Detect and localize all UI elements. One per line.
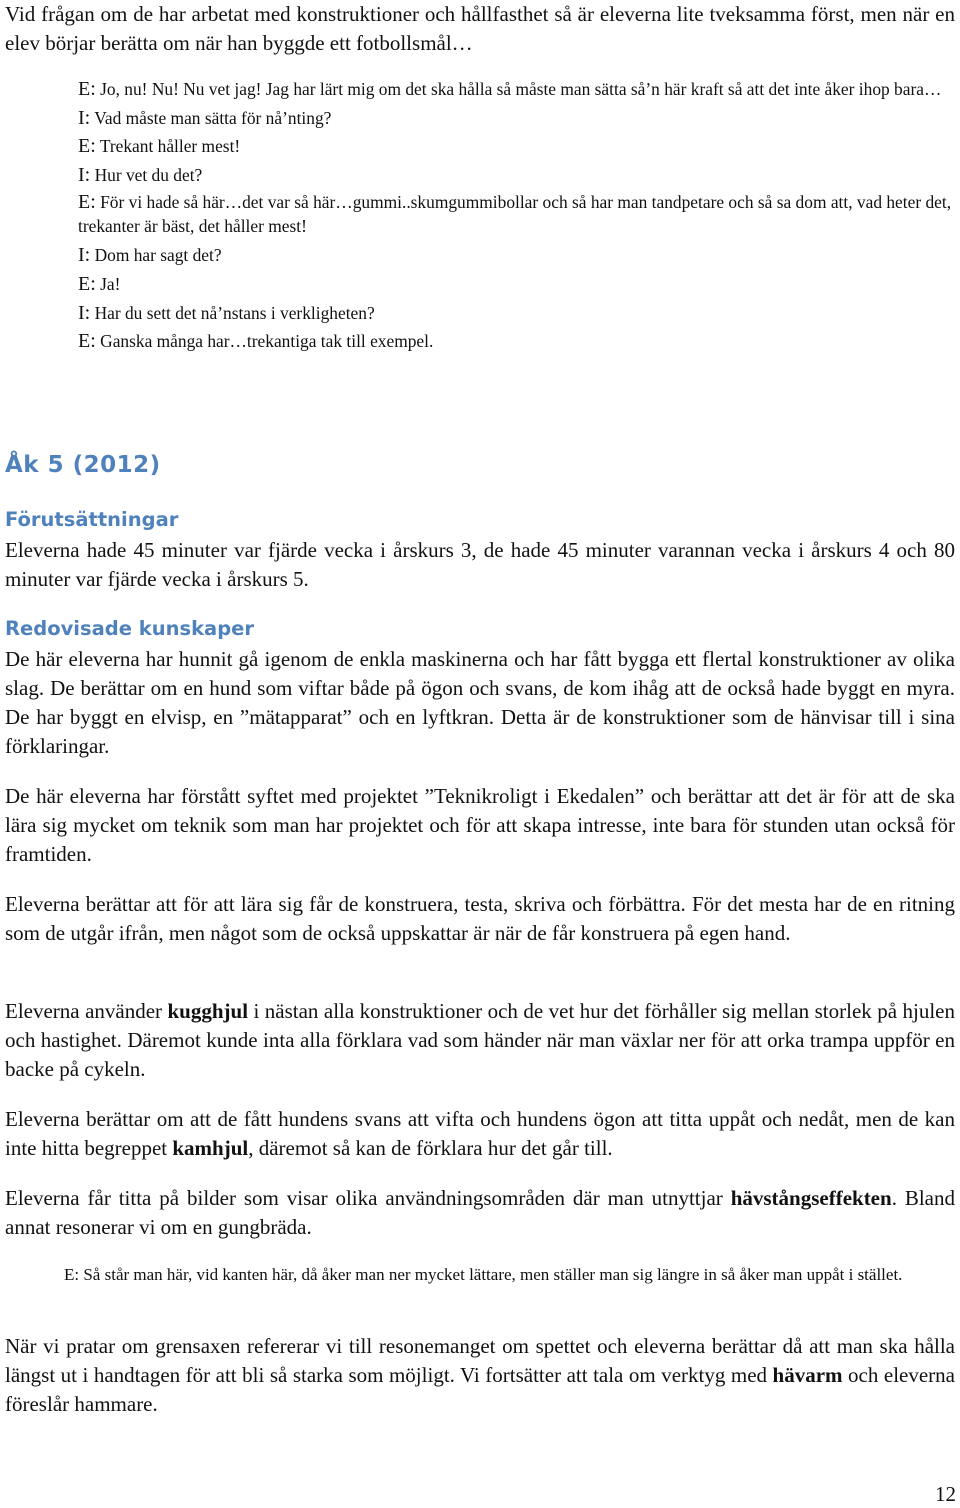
speaker-label: E: xyxy=(78,330,96,353)
subheading-redovisade-kunskaper: Redovisade kunskaper xyxy=(5,617,254,640)
interview-text: För vi hade så här…det var så här…gummi..skumgummibollar och så har man tandpetare och så sa dom att, vad heter det, trekanter är bäst, det håller mest! xyxy=(78,192,952,237)
interview-line xyxy=(78,242,958,268)
intro-paragraph: Vid frågan om de har arbetat med konstruktioner och hållfasthet så är eleverna lite tveksamma först, men när en elev börjar berätta om när han byggde ett fotbollsmål… xyxy=(5,2,955,55)
interview-text: Jo, nu! Nu! Nu vet jag! Jag har lärt mig om det ska hålla så måste man sätta så’n här kraft så att det inte åker ihop bara… xyxy=(95,79,942,99)
speaker-label: E: xyxy=(78,78,96,100)
interview-text: Ganska många har…trekantiga tak till exempel. xyxy=(95,331,434,352)
interview-text: Har du sett det nå’nstans i verkligheten? xyxy=(90,302,375,323)
paragraph-text: När vi pratar om grensaxen refererar vi till resonemanget om spettet och eleverna berättar då att man ska hålla längst ut i handtagen för att bli så starka som möjligt. Vi fortsätter att tala om verktyg med xyxy=(5,1334,955,1387)
paragraph-text: . Bland annat resonerar vi om en gungbräda. xyxy=(5,1186,955,1239)
speaker-label: I: xyxy=(78,301,91,324)
speaker-label: E: xyxy=(78,272,96,295)
interview-line xyxy=(78,105,958,131)
section-title: Åk 5 (2012) xyxy=(5,452,161,478)
interview-line xyxy=(78,271,958,297)
speaker-label: I: xyxy=(78,244,91,267)
page-number: 12 xyxy=(935,1482,956,1506)
paragraph-havstangseffekten xyxy=(5,1184,955,1242)
interview-line xyxy=(78,190,958,238)
interview-text: Trekant håller mest! xyxy=(95,136,241,157)
paragraph: De här eleverna har förstått syftet med projektet ”Teknikroligt i Ekedalen” och berättar att det är för att de ska lära sig mycket om teknik som man har projektet och för att skapa intresse, inte bara för stunden utan också för framtiden. xyxy=(5,784,955,866)
interview-line xyxy=(78,133,958,159)
paragraph: Eleverna berättar att för att lära sig får de konstruera, testa, skriva och förbättra. För det mesta har de en ritning som de utgår ifrån, men något som de också uppskattar är när de får konstruera på egen hand. xyxy=(5,892,955,945)
subheading-forutsattningar: Förutsättningar xyxy=(5,508,179,531)
speaker-label: I: xyxy=(78,106,91,129)
paragraph-text: Eleverna använder xyxy=(5,999,168,1023)
paragraph-kugghjul xyxy=(5,997,955,1084)
interview-text: Hur vet du det? xyxy=(90,164,203,185)
paragraph-text: Eleverna berättar om att de fått hundens svans att vifta och hundens ögon att titta uppåt och nedåt, men de kan inte hitta begreppet xyxy=(5,1107,955,1160)
interview-line xyxy=(78,162,958,188)
interview-transcript xyxy=(78,76,958,357)
interview-text: Ja! xyxy=(95,273,121,294)
term-havarm: hävarm xyxy=(772,1363,843,1387)
interview-line xyxy=(78,76,958,102)
interview-line xyxy=(78,328,958,354)
term-havstangseffekten: hävstångseffekten xyxy=(730,1186,892,1210)
paragraph-havarm xyxy=(5,1332,955,1419)
speaker-label: I: xyxy=(78,163,91,186)
speaker-label: E: xyxy=(78,135,96,158)
interview-line xyxy=(78,300,958,326)
paragraph-forutsattningar: Eleverna hade 45 minuter var fjärde vecka i årskurs 3, de hade 45 minuter varannan vecka i årskurs 4 och 80 minuter var fjärde vecka i årskurs 5. xyxy=(5,538,955,591)
paragraph-text: Eleverna får titta på bilder som visar olika användningsområden där man utnyttjar xyxy=(5,1186,731,1210)
paragraph-text: och eleverna föreslår hammare. xyxy=(5,1363,955,1416)
paragraph-text: , däremot så kan de förklara hur det går till. xyxy=(248,1136,613,1160)
interview-text: Vad måste man sätta för nå’nting? xyxy=(90,107,332,128)
paragraph-kamhjul xyxy=(5,1105,955,1163)
term-kugghjul: kugghjul xyxy=(167,999,249,1023)
paragraph-text: i nästan alla konstruktioner och de vet hur det förhåller sig mellan storlek på hjulen och hastighet. Däremot kunde inta alla förklara vad som händer när man växlar ner för att orka trampa uppför en backe på cykeln. xyxy=(5,999,955,1081)
interview-quote: E: Så står man här, vid kanten här, då åker man ner mycket lättare, men ställer man sig längre in så åker man uppåt i stället. xyxy=(64,1265,903,1284)
paragraph: De här eleverna har hunnit gå igenom de enkla maskinerna och har fått bygga ett flertal konstruktioner av olika slag. De berättar om en hund som viftar både på ögon och svans, de kom ihåg att de också hade byggt en myra. De har byggt en elvisp, en ”mätapparat” och en lyftkran. Detta är de konstruktioner som de hänvisar till i sina förklaringar. xyxy=(5,647,955,758)
term-kamhjul: kamhjul xyxy=(172,1136,249,1160)
speaker-label: E: xyxy=(78,191,96,214)
interview-text: Dom har sagt det? xyxy=(90,245,222,266)
